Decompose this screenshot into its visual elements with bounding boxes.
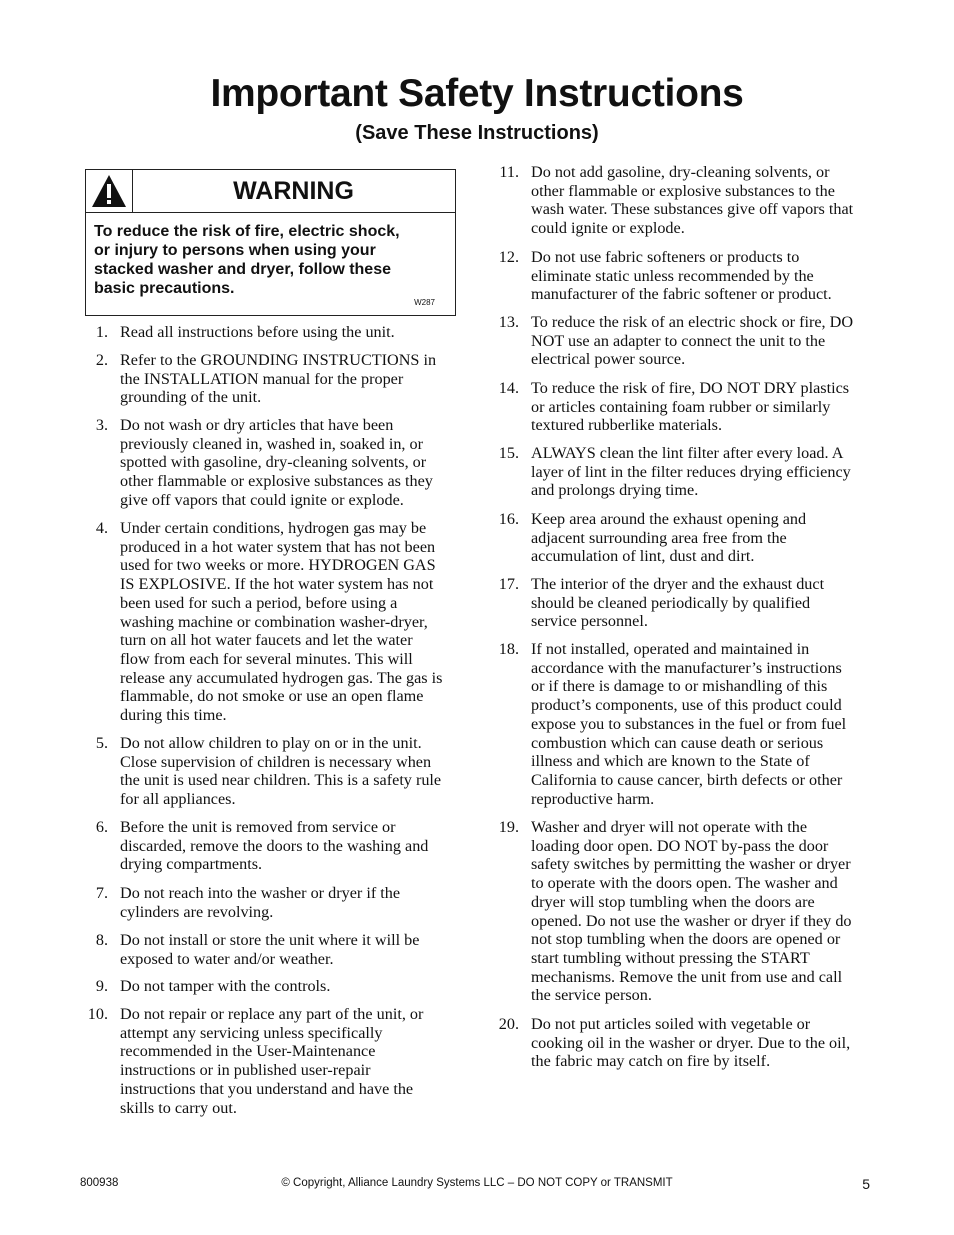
item-line: Do not add gasoline, dry-cleaning solvents, or — [531, 163, 830, 181]
item-line: other flammable or explosive substances to the — [531, 181, 835, 200]
item-line: accordance with the manufacturer’s instructions — [531, 658, 842, 677]
item-line: expose you to substances in the fuel or from fuel — [531, 714, 847, 733]
item-line: recommended in the User-Maintenance — [120, 1042, 376, 1061]
item-number: 8. — [95, 931, 108, 949]
item-line: start tumbling without pressing the START — [531, 948, 810, 967]
item-line: product’s components, use of this product could — [531, 696, 842, 715]
item-text — [120, 323, 395, 342]
warning-code: W287 — [414, 298, 435, 307]
item-line: used for two weeks or more. HYDROGEN GAS — [120, 556, 436, 575]
item-line: electrical power source. — [531, 350, 686, 369]
item-number: 11. — [499, 163, 519, 181]
item-line: turn on all hot water faucets and let the water — [120, 631, 413, 650]
item-line: could ignite or explode. — [531, 219, 685, 238]
item-line: NOT use an adapter to connect the unit to the — [531, 331, 826, 350]
item-line: and prolongs drying time. — [531, 481, 699, 500]
warning-header — [86, 170, 455, 213]
item-text — [120, 416, 433, 510]
item-line: Close supervision of children is necessary when — [120, 752, 432, 771]
item-line: safety switches by permitting the washer or dryer — [531, 855, 851, 874]
item-line: to operate with the doors open. The washer and — [531, 874, 838, 893]
item-line: Under certain conditions, hydrogen gas may be — [120, 519, 427, 537]
item-line: the INSTALLATION manual for the proper — [120, 369, 404, 388]
warning-line: To reduce the risk of fire, electric shock, — [94, 223, 400, 240]
item-number: 10. — [87, 1005, 108, 1023]
item-text — [120, 519, 442, 725]
item-line: the service person. — [531, 986, 652, 1005]
item-number: 18. — [498, 640, 519, 658]
item-line: or if there is damage to or mishandling of this — [531, 677, 828, 696]
item-line: the unit is used near children. This is a safety rule — [120, 771, 442, 790]
warning-line: stacked washer and dryer, follow these — [94, 261, 391, 278]
item-number: 12. — [498, 248, 519, 266]
item-line: To reduce the risk of an electric shock or fire, DO — [531, 313, 854, 331]
item-line: Before the unit is removed from service or — [120, 818, 396, 836]
item-line: dryer will stop tumbling when the doors are — [531, 892, 815, 911]
warning-box — [85, 169, 456, 316]
item-number: 7. — [95, 884, 108, 902]
item-number: 6. — [95, 818, 108, 836]
item-number: 3. — [95, 416, 108, 434]
item-line: or articles containing foam rubber or similarly — [531, 397, 831, 416]
item-number: 2. — [95, 351, 108, 369]
item-line: Do not reach into the washer or dryer if the — [120, 884, 401, 902]
item-line: manufacturer of the fabric softener or product. — [531, 285, 832, 304]
copyright-notice: © Copyright, Alliance Laundry Systems LLC – DO NOT COPY or TRANSMIT — [281, 1177, 673, 1189]
item-line: Washer and dryer will not operate with the — [531, 818, 808, 836]
item-number: 4. — [95, 519, 108, 537]
item-line: for all appliances. — [120, 790, 236, 809]
item-number: 5. — [95, 734, 108, 752]
item-text — [531, 163, 853, 238]
item-line: Do not install or store the unit where it will be — [120, 931, 420, 949]
item-line: not stop tumbling when the doors are opened or — [531, 930, 841, 949]
item-line: combustion which can cause death or serious — [531, 733, 824, 752]
item-line: cylinders are revolving. — [120, 902, 274, 921]
item-line: discarded, remove the doors to the washing and — [120, 836, 429, 855]
item-number: 20. — [498, 1015, 519, 1033]
item-line: skills to carry out. — [120, 1098, 237, 1117]
item-text — [531, 313, 853, 369]
item-text — [531, 379, 849, 435]
warning-text — [94, 222, 434, 298]
item-line: Keep area around the exhaust opening and — [531, 510, 807, 528]
item-number: 1. — [95, 323, 108, 341]
item-line: Do not wash or dry articles that have been — [120, 416, 394, 434]
item-line: other flammable or explosive substances as they — [120, 472, 433, 491]
warning-line: or injury to persons when using your — [94, 242, 376, 259]
item-line: Read all instructions before using the unit. — [120, 323, 395, 341]
item-line: mechanisms. Remove the unit from use and call — [531, 967, 843, 986]
item-number: 17. — [498, 575, 519, 593]
item-line: If not installed, operated and maintained in — [531, 640, 810, 658]
item-line: reproductive harm. — [531, 789, 655, 808]
item-line: instructions that you understand and have the — [120, 1079, 414, 1098]
item-text — [531, 248, 832, 304]
item-line: the fabric may catch on fire by itself. — [531, 1052, 771, 1071]
item-number: 13. — [498, 313, 519, 331]
item-line: Refer to the GROUNDING INSTRUCTIONS in — [120, 351, 437, 369]
item-line: service personnel. — [531, 612, 648, 631]
item-line: instructions or in published user-repair — [120, 1061, 371, 1080]
item-line: To reduce the risk of fire, DO NOT DRY plastics — [531, 379, 850, 397]
item-line: Do not allow children to play on or in the unit. — [120, 734, 422, 752]
item-line: should be cleaned periodically by qualified — [531, 593, 811, 612]
item-line: eliminate static unless recommended by the — [531, 266, 814, 285]
item-line: ALWAYS clean the lint filter after every load. A — [531, 444, 844, 462]
item-line: give off vapors that could ignite or explode. — [120, 490, 404, 509]
item-number: 15. — [498, 444, 519, 462]
item-line: attempt any servicing unless specifically — [120, 1023, 383, 1042]
item-line: during this time. — [120, 706, 227, 725]
item-line: Do not repair or replace any part of the unit, or — [120, 1005, 424, 1023]
item-line: flammable, do not smoke or use an open flame — [120, 687, 424, 706]
item-line: been used for such a period, before using a — [120, 593, 398, 612]
item-text — [120, 351, 436, 407]
item-line: wash water. These substances give off vapors that — [531, 200, 854, 219]
warning-heading: WARNING — [233, 177, 354, 205]
item-text — [531, 818, 852, 1005]
item-text — [120, 977, 330, 996]
item-number: 16. — [498, 510, 519, 528]
warning-triangle-icon — [86, 170, 133, 212]
item-line: exposed to water and/or weather. — [120, 949, 334, 968]
item-line: flow from each for several minutes. This will — [120, 649, 413, 668]
page-subtitle: (Save These Instructions) — [355, 122, 599, 144]
item-line: previously cleaned in, washed in, soaked in, or — [120, 434, 423, 453]
item-text — [531, 510, 806, 566]
item-line: adjacent surrounding area free from the — [531, 528, 787, 547]
item-line: Do not tamper with the controls. — [120, 977, 331, 995]
item-text — [120, 1005, 423, 1117]
item-line: accumulation of lint, dust and dirt. — [531, 547, 755, 566]
item-text — [120, 931, 419, 968]
item-line: Do not use fabric softeners or products to — [531, 248, 800, 266]
item-line: layer of lint in the filter reduces drying efficiency — [531, 462, 851, 481]
item-line: release any accumulated hydrogen gas. The gas is — [120, 668, 443, 687]
item-text — [120, 884, 400, 921]
warning-line: basic precautions. — [94, 280, 235, 297]
document-number: 800938 — [80, 1177, 119, 1189]
item-line: California to cause cancer, birth defects or other — [531, 770, 843, 789]
item-text — [120, 818, 428, 874]
item-text — [531, 575, 824, 631]
item-line: washing machine or combination washer-dryer, — [120, 612, 428, 631]
item-number: 14. — [498, 379, 519, 397]
item-text — [531, 640, 846, 808]
item-line: The interior of the dryer and the exhaust duct — [531, 575, 825, 593]
item-text — [531, 1015, 850, 1071]
item-line: spotted with gasoline, dry-cleaning solvents, or — [120, 453, 427, 472]
page-number: 5 — [862, 1176, 870, 1192]
item-line: loading door open. DO NOT by-pass the door — [531, 836, 829, 855]
item-line: Do not put articles soiled with vegetable or — [531, 1015, 811, 1033]
item-number: 9. — [95, 977, 108, 995]
item-line: illness and which are known to the State of — [531, 752, 810, 771]
page-title: Important Safety Instructions — [210, 72, 744, 115]
item-line: produced in a hot water system that has not been — [120, 537, 436, 556]
item-number: 19. — [498, 818, 519, 836]
item-line: drying compartments. — [120, 855, 263, 874]
item-line: cooking oil in the washer or dryer. Due to the oil, — [531, 1033, 851, 1052]
item-line: textured rubberlike materials. — [531, 416, 723, 435]
item-line: opened. Do not use the washer or dryer if they do — [531, 911, 852, 930]
item-text — [120, 734, 441, 809]
item-text — [531, 444, 851, 500]
item-line: grounding of the unit. — [120, 388, 262, 407]
item-line: IS EXPLOSIVE. If the hot water system has not — [120, 575, 434, 594]
